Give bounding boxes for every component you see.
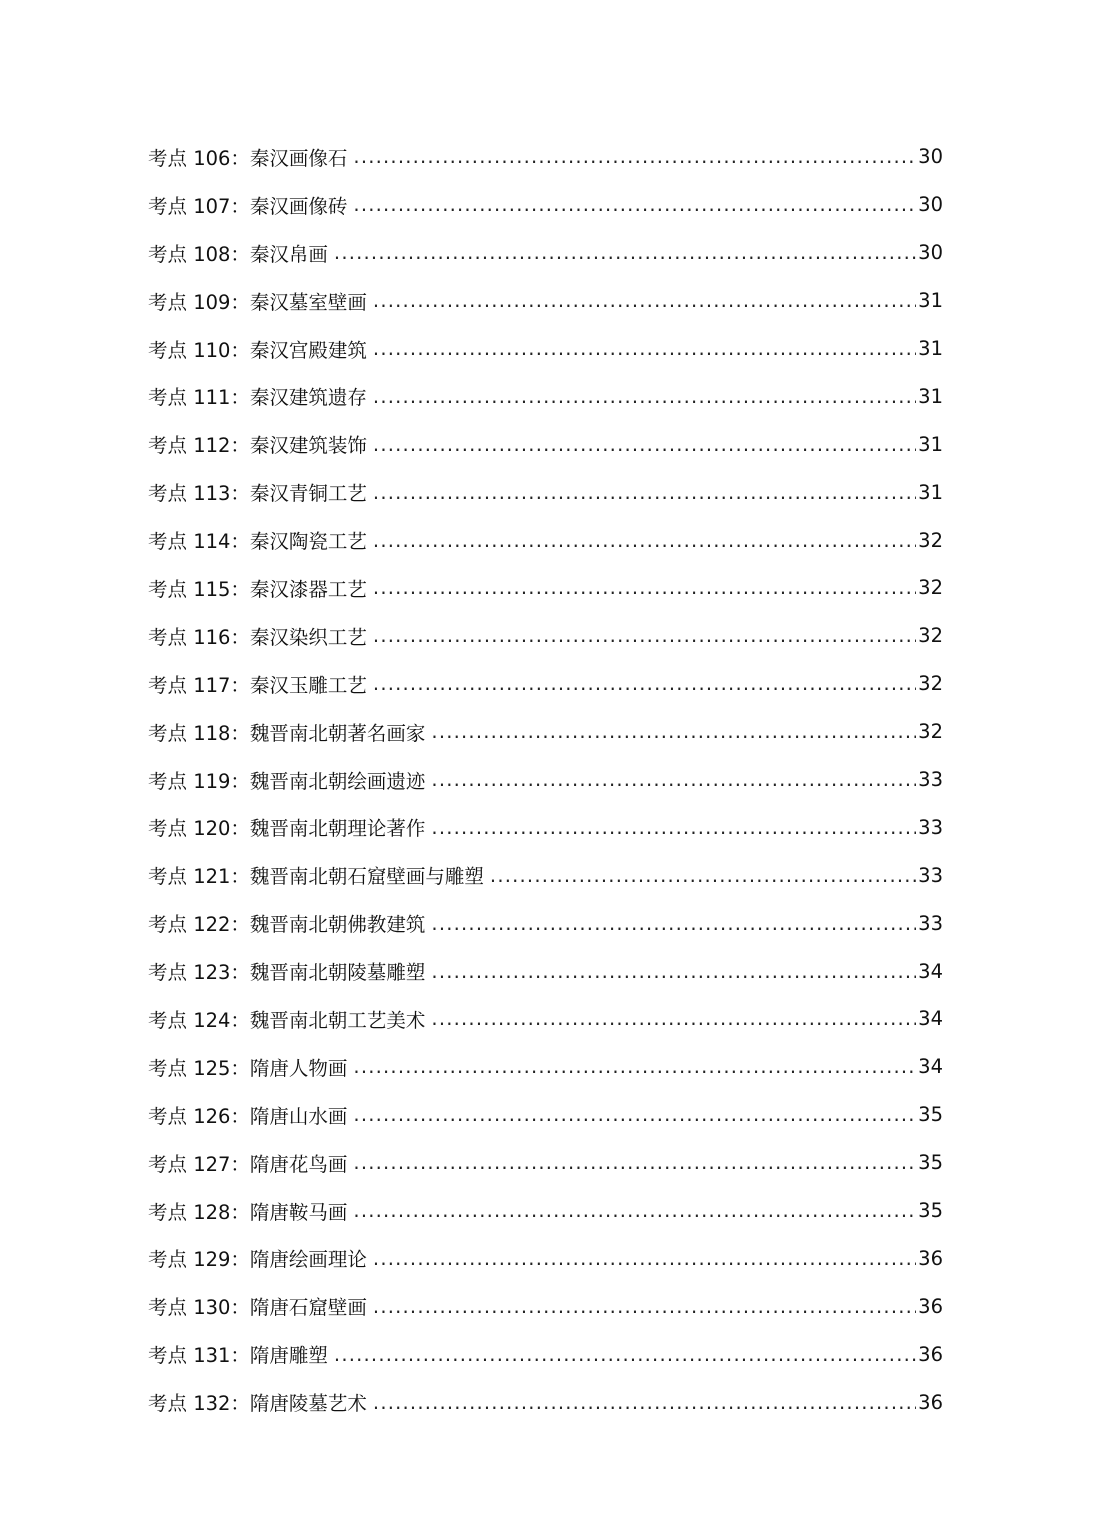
toc-entry[interactable]	[148, 1043, 943, 1091]
toc-entry-title: 考点 132：隋唐陵墓艺术	[148, 1392, 367, 1416]
toc-entry[interactable]	[148, 564, 943, 612]
toc-entry[interactable]	[148, 708, 943, 756]
toc-entry-page-number: 35	[918, 1199, 943, 1223]
toc-entry-title: 考点 109：秦汉墓室壁画	[148, 290, 367, 314]
toc-entry-title: 考点 116：秦汉染织工艺	[148, 625, 367, 649]
dot-leader	[373, 385, 916, 408]
dot-leader	[334, 241, 916, 264]
toc-entry-title: 考点 121：魏晋南北朝石窟壁画与雕塑	[148, 865, 484, 889]
toc-entry[interactable]	[148, 995, 943, 1043]
toc-entry-title: 考点 126：隋唐山水画	[148, 1104, 348, 1128]
toc-entry[interactable]	[148, 660, 943, 708]
toc-entry-page-number: 30	[918, 145, 943, 169]
toc-entry-title: 考点 110：秦汉宫殿建筑	[148, 338, 367, 362]
dot-leader	[431, 1007, 916, 1030]
toc-entry-page-number: 31	[918, 480, 943, 504]
dot-leader	[373, 672, 916, 695]
dot-leader	[373, 433, 916, 456]
toc-entry[interactable]	[148, 756, 943, 804]
toc-entry[interactable]	[148, 181, 943, 229]
dot-leader	[373, 529, 916, 552]
toc-entry-page-number: 33	[918, 768, 943, 792]
dot-leader	[373, 1391, 916, 1414]
toc-entry-page-number: 31	[918, 384, 943, 408]
toc-entry-page-number: 36	[918, 1294, 943, 1318]
toc-entry[interactable]	[148, 1187, 943, 1235]
toc-entry-page-number: 30	[918, 193, 943, 217]
dot-leader	[373, 1295, 916, 1318]
toc-entry-title: 考点 114：秦汉陶瓷工艺	[148, 530, 367, 554]
toc-entry-page-number: 36	[918, 1246, 943, 1270]
toc-entry-title: 考点 107：秦汉画像砖	[148, 194, 348, 218]
toc-entry-title: 考点 125：隋唐人物画	[148, 1056, 348, 1080]
toc-entry-page-number: 35	[918, 1151, 943, 1175]
toc-entry-page-number: 32	[918, 672, 943, 696]
dot-leader	[431, 768, 916, 791]
toc-entry[interactable]	[148, 899, 943, 947]
toc-entry-title: 考点 128：隋唐鞍马画	[148, 1200, 348, 1224]
dot-leader	[431, 720, 916, 743]
toc-entry-title: 考点 112：秦汉建筑装饰	[148, 434, 367, 458]
toc-entry[interactable]	[148, 1330, 943, 1378]
toc-entry-page-number: 33	[918, 863, 943, 887]
toc-entry[interactable]	[148, 229, 943, 277]
toc-entry-title: 考点 117：秦汉玉雕工艺	[148, 673, 367, 697]
dot-leader	[490, 864, 916, 887]
toc-entry-title: 考点 122：魏晋南北朝佛教建筑	[148, 913, 426, 937]
toc-entry[interactable]	[148, 372, 943, 420]
toc-entry-title: 考点 115：秦汉漆器工艺	[148, 577, 367, 601]
toc-entry-title: 考点 124：魏晋南北朝工艺美术	[148, 1008, 426, 1032]
toc-entry-page-number: 31	[918, 337, 943, 360]
toc-entry[interactable]	[148, 277, 943, 325]
dot-leader	[353, 1151, 916, 1174]
toc-entry[interactable]	[148, 1091, 943, 1139]
toc-entry[interactable]	[148, 1139, 943, 1187]
toc-entry[interactable]	[148, 947, 943, 995]
toc-entry-page-number: 35	[918, 1103, 943, 1127]
dot-leader	[431, 960, 916, 983]
toc-entry[interactable]	[148, 325, 943, 373]
dot-leader	[334, 1343, 916, 1366]
toc-entry-title: 考点 131：隋唐雕塑	[148, 1344, 328, 1368]
toc-entry-page-number: 34	[918, 959, 943, 983]
dot-leader	[431, 912, 916, 935]
toc-entry-page-number: 32	[918, 576, 943, 600]
dot-leader	[373, 576, 916, 599]
toc-entry-title: 考点 106：秦汉画像石	[148, 146, 348, 170]
toc-entry[interactable]	[148, 516, 943, 564]
dot-leader	[353, 145, 916, 168]
toc-entry[interactable]	[148, 1234, 943, 1282]
toc-entry-title: 考点 123：魏晋南北朝陵墓雕塑	[148, 961, 426, 985]
dot-leader	[373, 481, 916, 504]
toc-entry-page-number: 32	[918, 528, 943, 552]
toc-entry-title: 考点 118：魏晋南北朝著名画家	[148, 721, 426, 745]
dot-leader	[373, 337, 916, 360]
toc-entry-page-number: 34	[918, 1055, 943, 1079]
toc-entry-page-number: 36	[918, 1342, 943, 1366]
toc-entry-title: 考点 130：隋唐石窟壁画	[148, 1296, 367, 1320]
toc-entry[interactable]	[148, 851, 943, 899]
dot-leader	[353, 193, 916, 216]
toc-entry-title: 考点 129：隋唐绘画理论	[148, 1248, 367, 1272]
toc-entry-page-number: 31	[918, 432, 943, 456]
dot-leader	[373, 1247, 916, 1270]
toc-entry-page-number: 34	[918, 1007, 943, 1031]
dot-leader	[353, 1055, 916, 1078]
toc-entry-title: 考点 120：魏晋南北朝理论著作	[148, 817, 426, 841]
toc-entry-title: 考点 108：秦汉帛画	[148, 242, 328, 266]
toc-entry[interactable]	[148, 420, 943, 468]
toc-entry-page-number: 33	[918, 815, 943, 839]
toc-entry-title: 考点 111：秦汉建筑遗存	[148, 386, 367, 410]
toc-entry[interactable]	[148, 612, 943, 660]
dot-leader	[373, 624, 916, 647]
dot-leader	[353, 1103, 916, 1126]
toc-entry-title: 考点 113：秦汉青铜工艺	[148, 482, 367, 506]
toc-entry[interactable]	[148, 1282, 943, 1330]
dot-leader	[353, 1199, 916, 1222]
toc-entry-page-number: 30	[918, 241, 943, 265]
dot-leader	[431, 816, 916, 839]
toc-entry[interactable]	[148, 803, 943, 851]
toc-entry-page-number: 36	[918, 1390, 943, 1414]
toc-entry[interactable]	[148, 468, 943, 516]
toc-entry[interactable]	[148, 1378, 943, 1426]
toc-entry-title: 考点 127：隋唐花鸟画	[148, 1152, 348, 1176]
toc-entry-page-number: 32	[918, 624, 943, 648]
toc-entry[interactable]	[148, 133, 943, 181]
toc-entry-page-number: 31	[918, 289, 943, 313]
toc-entry-page-number: 32	[918, 720, 943, 744]
toc-entry-title: 考点 119：魏晋南北朝绘画遗迹	[148, 769, 426, 793]
toc-entry-page-number: 33	[918, 911, 943, 935]
dot-leader	[373, 289, 916, 312]
table-of-contents	[148, 133, 943, 1426]
